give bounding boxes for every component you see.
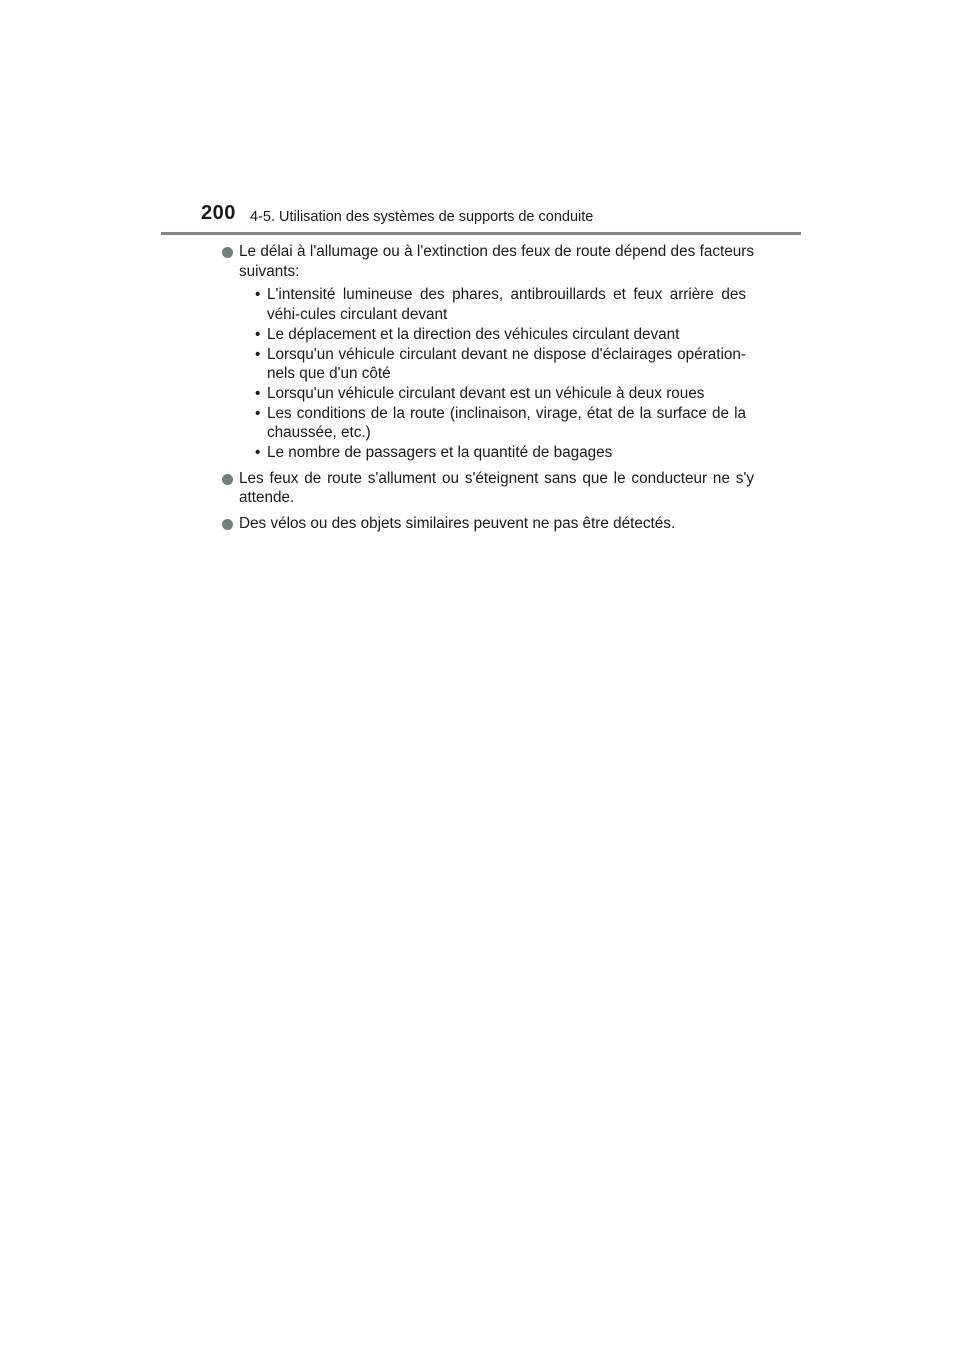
bullet-item-unexpected: [222, 469, 754, 508]
small-bullet-icon: •: [255, 325, 261, 343]
bullet-item-timing: [222, 242, 754, 463]
round-bullet-icon: [222, 519, 233, 530]
factor-list: [239, 285, 754, 462]
round-bullet-icon: [222, 247, 233, 258]
list-item: • Le déplacement et la direction des véhicules circulant devant: [255, 325, 680, 343]
bullet-text: Les feux de route s'allument ou s'éteignent sans que le conducteur ne s'y attende.: [239, 469, 754, 507]
small-bullet-icon: •: [255, 384, 261, 402]
bullet-text: Des vélos ou des objets similaires peuvent ne pas être détectés.: [239, 515, 676, 533]
list-item: • Les conditions de la route (inclinaison, virage, état de la surface de la chaussée, etc.): [255, 404, 746, 442]
section-title: 4-5. Utilisation des systèmes de supports de conduite: [250, 209, 594, 225]
small-bullet-icon: •: [255, 444, 261, 462]
small-bullet-icon: •: [255, 404, 261, 422]
list-item: • Le nombre de passagers et la quantité de bagages: [255, 444, 613, 462]
list-item: • L'intensité lumineuse des phares, antibrouillards et feux arrière des véhi-cules circulant devant: [255, 286, 746, 324]
round-bullet-icon: [222, 474, 233, 485]
page-body: [222, 242, 754, 534]
small-bullet-icon: •: [255, 286, 261, 304]
header-divider: [161, 232, 801, 235]
page-number: 200: [201, 202, 236, 224]
list-item: • Lorsqu'un véhicule circulant devant est un véhicule à deux roues: [255, 384, 705, 402]
small-bullet-icon: •: [255, 345, 261, 363]
bullet-text: Le délai à l'allumage ou à l'extinction des feux de route dépend des facteurs suivants:: [239, 243, 754, 280]
bullet-item-detection: [222, 514, 754, 534]
list-item: • Lorsqu'un véhicule circulant devant ne dispose d'éclairages opération-nels que d'un côté: [255, 345, 746, 383]
